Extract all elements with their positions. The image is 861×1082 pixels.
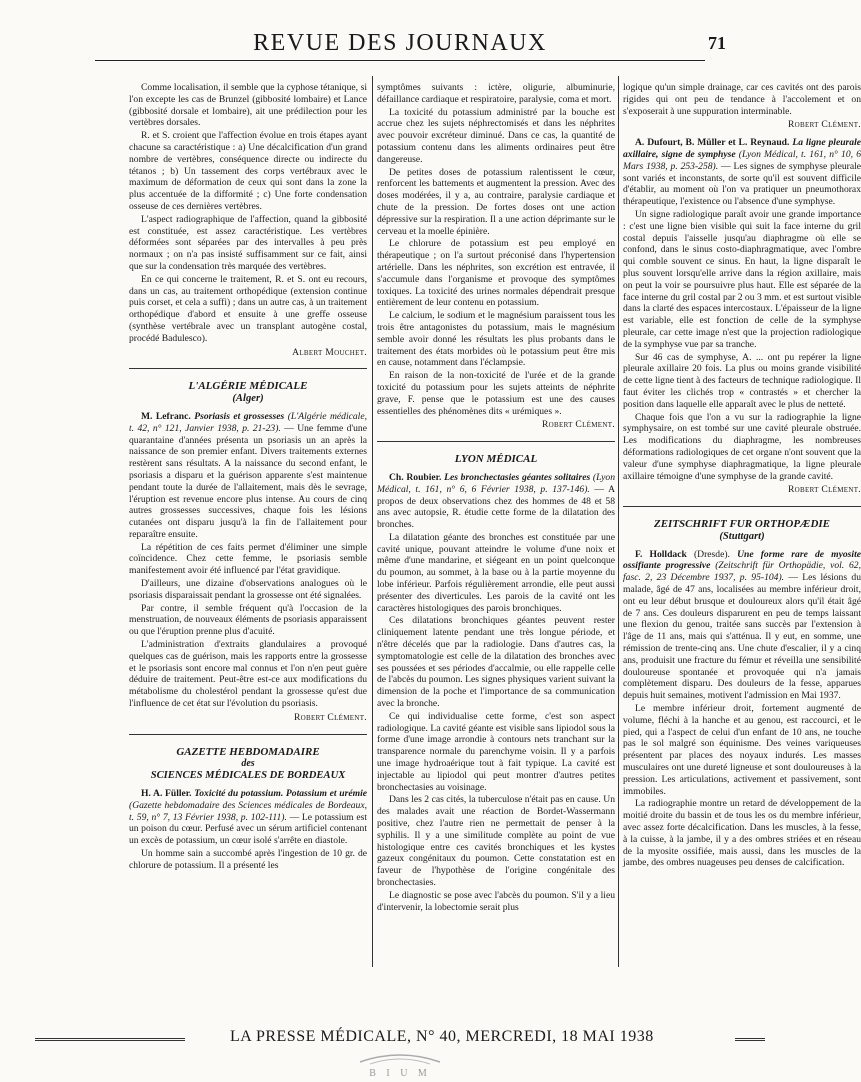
paragraph: Comme localisation, il semble que la cyphose tétanique, si l'on excepte les cas de Brunzel (gibbosité lombaire) et Lance (gibbosité dorsale et lombaire), ait une prédilection pour les vertèbres dorsales. [129, 82, 367, 129]
paragraph: Un homme sain a succombé après l'ingestion de 10 gr. de chlorure de potassium. Il a présenté les [129, 848, 367, 871]
paragraph: La dilatation géante des bronches est constituée par une cavité unique, pouvant atteindre le volume d'une noix et même d'une mandarine, et siégeant en un point quelconque du poumon, au sommet, à la base ou à la partie moyenne du lobe inférieur. Parfois régulièrement arrondie, elle peut aussi présenter des diverticules. Les parois de la cavité ont les caractères histologiques des parois bronchiques. [377, 531, 615, 614]
journal-title: REVUE DES JOURNAUX [253, 30, 547, 56]
section-connector: des [241, 758, 255, 770]
article-author: H. A. Füller. [141, 788, 192, 800]
article-title: Les bronchectasies géantes solitaires [444, 471, 591, 483]
author-signature: Robert Clément. [541, 419, 615, 431]
author-affiliation: (Dresde). [693, 548, 730, 560]
article-author: F. Holldack [635, 548, 687, 560]
paragraph: symptômes suivants : ictère, oligurie, albuminurie, défaillance cardiaque et respiratoire, paralysie, coma et mort. [377, 82, 615, 105]
article-heading [377, 472, 615, 531]
section-city: (Alger) [232, 393, 264, 405]
article-author: Ch. Roubier. [389, 471, 442, 483]
section-title: ZEITSCHRIFT FUR ORTHOPÆDIE [623, 506, 861, 531]
footer-issue-line: LA PRESSE MÉDICALE, N° 40, MERCREDI, 18 MAI 1938 [230, 1028, 654, 1045]
article-reference: (Lyon Médical, t. 161, n° 6, 6 Février 1938, p. 137-146). [377, 471, 615, 495]
column-divider [372, 76, 373, 967]
svg-text:B I U M: B I U M [369, 1068, 431, 1079]
article-heading [129, 788, 367, 847]
section-subtitle: SCIENCES MÉDICALES DE BORDEAUX [150, 770, 346, 782]
paragraph: En raison de la non-toxicité de l'urée et de la grande toxicité du potassium pour les sujets atteints de néphrite grave, F. pense que le potassium est une des causes essentielles des phénomènes dits « urémiques ». [377, 370, 615, 417]
column-divider [618, 76, 619, 967]
paragraph: Par contre, il semble fréquent qu'à l'occasion de la menstruation, de nouveaux éléments de psoriasis apparaissent ou que l'éruption prenne plus d'acuité. [129, 602, 367, 638]
paragraph: D'ailleurs, une dizaine d'observations analogues où le psoriasis disparaissait pendant la grossesse ont été signalées. [129, 578, 367, 601]
header-rule [95, 60, 705, 61]
paragraph: Chaque fois que l'on a vu sur la radiographie la ligne symphysaire, on est tombé sur une cavité pleurale obstruée. Les modifications du diaphragme, les nombreuses déformations radiologiques de cet organe n'ont souvent que la valeur d'une symphyse diaphragmatique, la ligne pleurale axillaire témoigne d'une symphyse de la grande cavité. [623, 411, 861, 482]
paragraph: Un signe radiologique paraît avoir une grande importance : c'est une ligne bien visible qui suit la face interne du gril costal depuis l'aisselle jusqu'au diaphragme où elle se confond, dans le sinus costo-diaphragmatique, avec l'ombre qui comble souvent ce sinus. En haut, la ligne disparaît le plus souvent lorsqu'elle arrive dans la région axillaire, mais on peut la voir se poursuivre plus haut. Elle est séparée de la face interne du gril costal par 2 ou 3 mm. et est surtout visible dans la clarté des espaces intercostaux. L'épaisseur de la ligne est variable, elle est fonction de celle de la symphyse pleurale, car cette image n'est que la projection radiologique de la symphyse vue par sa tranche. [623, 208, 861, 350]
article-heading [623, 137, 861, 208]
paragraph: En ce qui concerne le traitement, R. et S. ont eu recours, dans un cas, au traitement orthopédique (extension continue puis corset, et cela a suffi) ; dans un autre cas, à un traitement orthopédique d'abord et ensuite à une greffe osseuse (synthèse vertébrale avec un transplant autogène costal, procédé Badulesco). [129, 273, 367, 344]
author-signature: Robert Clément. [787, 484, 861, 496]
paragraph: La répétition de ces faits permet d'éliminer une simple coïncidence. Chez cette femme, le psoriasis semble manifestement avoir été influencé par l'état gravidique. [129, 541, 367, 577]
column-left [129, 82, 367, 873]
author-signature: Albert Mouchet. [292, 346, 367, 358]
paragraph: La toxicité du potassium administré par la bouche est accrue chez les sujets néphrectomisés et dans les néphrites avec pouvoir excréteur diminué. Dans ce cas, la quantité de potassium contenu dans les aliments ordinaires peut être dangereuse. [377, 106, 615, 165]
footer-rule [35, 1038, 185, 1041]
author-signature: Robert Clément. [787, 119, 861, 131]
article-title: La ligne pleurale axillaire, signe de symphyse [623, 137, 861, 160]
section-title: GAZETTE HEBDOMADAIRE [129, 734, 367, 759]
paragraph: Sur 46 cas de symphyse, A. ... ont pu repérer la ligne pleurale axillaire 20 fois. La plus ou moins grande visibilité de cette ligne tient à des facteurs de technique radiologique. Il faut éviter les clichés trop « contrastés » et chercher la position dans laquelle elle apparaît avec le plus de netteté. [623, 351, 861, 410]
article-heading [623, 549, 861, 702]
column-middle [377, 82, 615, 914]
article-reference: (Zeitschrift für Orthopädie, vol. 62, fasc. 2, 23 Décembre 1937, p. 95-104). [623, 560, 861, 584]
section-title: LYON MÉDICAL [377, 441, 615, 466]
article-text: — A propos de deux observations chez des hommes de 48 et 58 ans avec autopsie, R. étudie cette forme de la dilatation des bronches. [377, 483, 615, 531]
paragraph: Le membre inférieur droit, fortement augmenté de volume, fléchi à la hanche et au genou, est raccourci, et le pied, qui a l'aspect de celui d'un enfant de 10 ans, ne touche pas le sol malgré son équinisme. Des veines variqueuses présentent par places des noyaux indurés. Les masses musculaires ont une dureté ligneuse et sont douloureuses à la pression. Les articulations, activement et passivement, sont immobiles. [623, 703, 861, 797]
article-author: A. Dufourt, B. Müller et L. Reynaud. [635, 137, 790, 149]
page-number: 71 [708, 33, 726, 53]
paragraph: Ce qui individualise cette forme, c'est son aspect radiologique. La cavité géante est visible sans lipiodol sous la forme d'une image arrondie à contours nets tranchant sur la transparence normale du parenchyme voisin. Il y a parfois une image hydroaérique tout à fait typique. La cavité est injectable au lipiodol qui peut montrer d'autres petites bronchectasies au voisinage. [377, 710, 615, 793]
paragraph: Ces dilatations bronchiques géantes peuvent rester cliniquement latente pendant une très longue période, et n'être décelés que par la radiologie. Dans d'autres cas, la symptomatologie est celle de la dilatation des bronches avec ses poussées et ses périodes d'accalmie, ou elle rappelle celle de l'abcès du poumon. Les signes physiques varient suivant la dimension de la poche et l'importance de sa communication avec la bronche. [377, 615, 615, 710]
article-text: — Une femme d'une quarantaine d'années présenta un psoriasis un an après la naissance de son premier enfant. Divers traitements externes restèrent sans résultats. A la naissance du second enfant, le psoriasis a disparu et la guérison apparente s'est maintenue pendant toute la durée de l'allaitement, mais dès le sevrage, l'éruption est revenue encore plus intense. Au cours de cinq autres grossesses successives, chaque fois les lésions cutanées ont disparu jusqu'à la fin de l'allaitement pour reparaître ensuite. [129, 422, 367, 540]
page-footer [35, 1028, 765, 1054]
paragraph: Le chlorure de potassium est peu employé en thérapeutique ; on l'a surtout préconisé dans l'hypertension artérielle. Dans les néphrites, son excrétion est entravée, il s'accumule dans l'organisme et provoque des symptômes toxiques. La toxicité des urines normales dépendrait presque entièrement de leur contenu en potassium. [377, 238, 615, 309]
article-reference: (L'Algérie médicale, t. 42, n° 121, Janvier 1938, p. 21-23). [129, 410, 367, 434]
paragraph: L'aspect radiographique de l'affection, quand la gibbosité est constituée, est assez caractéristique. Les vertèbres déformées sont séparées par des intervalles à peu près normaux ; on n'a pas insisté suffisamment sur ce fait, ainsi que sur la condensation très marquée des vertèbres. [129, 213, 367, 272]
paragraph: R. et S. croient que l'affection évolue en trois étapes ayant chacune sa caractéristique : a) Une décalcification d'un grand nombre de vertèbres, conséquence directe ou indirecte du tétanos ; b) Un tassement des corps vertébraux avec le maximum de déformation de ceux qui sont dans la zone la plus accentuée de la difformité ; c) Une forte condensation osseuse de ces dernières vertèbres. [129, 130, 367, 212]
article-text: — Les lésions du malade, âgé de 47 ans, localisées au membre inférieur droit, ont eu leur début brusque et douloureux alors qu'il était âgé de 7 ans. Ces douleurs disparurent en peu de temps laissant une flexion du genou, traitée sans succès par l'extension à l'âge de 11 ans, mais qui s'atténua. Il y eut, en somme, une rémission de trente-cinq ans. Une chute d'escalier, il y a cinq ans, produisit une fracture du fémur et réveilla une sensibilité douloureuse spontanée et provoquée qui n'a jamais complètement disparu. Des douleurs de la fesse, apparues depuis huit semaines, motivent l'admission en Mai 1937. [623, 572, 861, 702]
article-text: — Les signes de symphyse pleurale sont variés et inconstants, de sorte qu'il est souvent difficile d'établir, au moment où l'on va pratiquer un pneumothorax thérapeutique, l'existence ou l'absence d'une symphyse. [623, 160, 861, 208]
paragraph: L'administration d'extraits glandulaires a provoqué quelques cas de guérison, mais les rapports entre la grossesse et le psoriasis sont encore mal connus et l'on n'en peut guère déduire de traitement. Peut-être est-ce aux modifications du métabolisme du cholestérol pendant la grossesse qu'est due l'influence de cet état sur l'évolution du psoriasis. [129, 639, 367, 710]
section-city: (Stuttgart) [719, 530, 765, 542]
section-title: L'ALGÉRIE MÉDICALE [129, 368, 367, 393]
author-signature: Robert Clément. [293, 711, 367, 723]
article-text: — Le potassium est un poison du cœur. Perfusé avec un sérum artificiel contenant un excès de potassium, un cœur isolé s'arrête en diastole. [129, 811, 367, 847]
paragraph: De petites doses de potassium ralentissent le cœur, renforcent les battements et augmentent la pression. Avec des doses modérées, il y a, au contraire, paralysie cardiaque et chute de la pression. De fortes doses ont une action dépressive sur la respiration. Il a une action déprimante sur le cerveau et la moelle épinière. [377, 166, 615, 237]
library-logo-icon [340, 1052, 460, 1078]
article-title: Toxicité du potassium. Potassium et urémie [194, 788, 367, 800]
article-title: Une forme rare de myosite ossifiante progressive [623, 548, 861, 572]
footer-rule [735, 1038, 765, 1041]
article-heading [129, 411, 367, 541]
article-author: M. Lefranc. [141, 410, 191, 422]
article-reference: (Lyon Médical, t. 161, n° 10, 6 Mars 1938, p. 253-258). [623, 148, 861, 172]
paragraph: La radiographie montre un retard de développement de la moitié droite du bassin et de tous les os du membre inférieur, avec assez forte décalcification. Dans les muscles, à la fesse, à la cuisse, à la jambe, il y a des ombres striées et en réseau de la myosite ossifiée, mais aussi, dans les muscles de la jambe, des ombres nuageuses peu denses de calcification. [623, 798, 861, 869]
article-title: Psoriasis et grossesses [194, 410, 285, 422]
paragraph: Le diagnostic se pose avec l'abcès du poumon. S'il y a lieu d'intervenir, la lobectomie serait plus [377, 889, 615, 913]
paragraph: Dans les 2 cas cités, la tuberculose n'était pas en cause. Un des malades avait une réaction de Bordet-Wassermann positive, chez l'autre rien ne permettait de penser à la syphilis. Il y a une similitude complète au point de vue histologique entre ces cavités bronchiques et les kystes gazeux congénitaux du poumon. Cette constatation est en faveur de l'hypothèse de l'origine congénitale des bronchectasies. [377, 794, 615, 888]
column-right [623, 82, 861, 870]
paragraph: Le calcium, le sodium et le magnésium paraissent tous les trois être antagonistes du potassium, mais le magnésium semble avoir donné les résultats les plus probants dans le traitement des états morbides où le potassium peut être mis en cause, notamment dans l'éclampsie. [377, 310, 615, 369]
paragraph: logique qu'un simple drainage, car ces cavités ont des parois rigides qui ont peu de tendance à l'accolement et on s'exposerait à une suppuration interminable. [623, 82, 861, 117]
article-reference: (Gazette hebdomadaire des Sciences médicales de Bordeaux, t. 59, n° 7, 13 Février 1938, p. 102-111). [129, 799, 367, 823]
running-head [0, 30, 800, 62]
